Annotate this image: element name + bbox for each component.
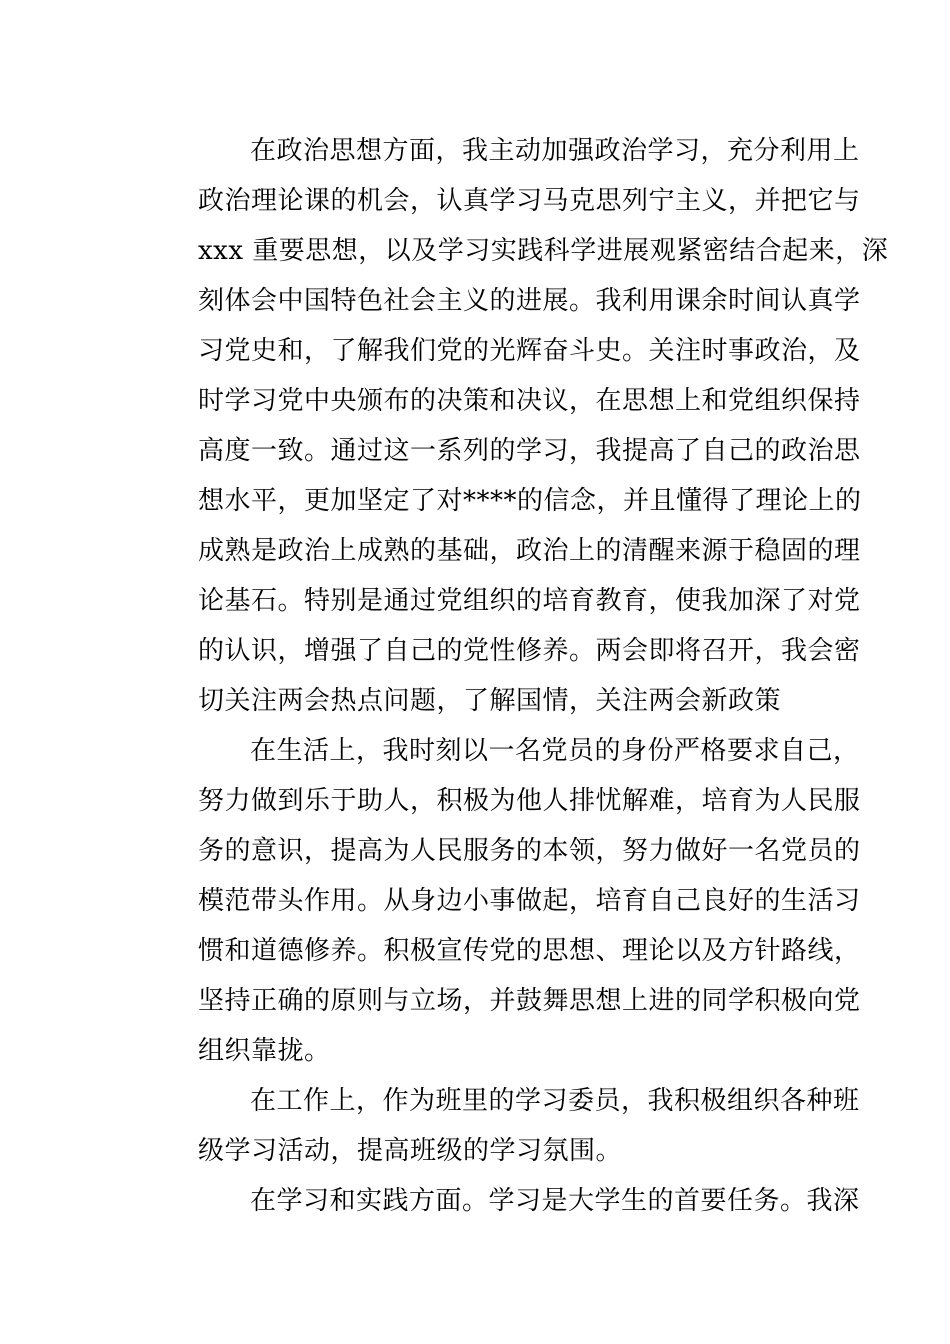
- text-line: xxx 重要思想，以及学习实践科学进展观紧密结合起来，深: [198, 236, 889, 266]
- text-line: 习党史和，了解我们党的光辉奋斗史。关注时事政治，及: [198, 336, 861, 366]
- text-line: 的认识，增强了自己的党性修养。两会即将召开，我会密: [198, 636, 861, 666]
- text-line: 模范带头作用。从身边小事做起，培育自己良好的生活习: [198, 886, 861, 916]
- text-line: 努力做到乐于助人，积极为他人排忧解难，培育为人民服: [198, 786, 861, 816]
- text-line: 级学习活动，提高班级的学习氛围。: [198, 1136, 623, 1166]
- paragraph-work: [146, 1076, 860, 1176]
- text-line: 高度一致。通过这一系列的学习，我提高了自己的政治思: [198, 436, 861, 466]
- text-line: 在工作上，作为班里的学习委员，我积极组织各种班: [250, 1086, 860, 1116]
- text-line: 切关注两会热点问题，了解国情，关注两会新政策: [198, 686, 782, 716]
- text-line: 刻体会中国特色社会主义的进展。我利用课余时间认真学: [198, 286, 861, 316]
- text-line: 在生活上，我时刻以一名党员的身份严格要求自己，: [250, 736, 860, 766]
- text-line: 成熟是政治上成熟的基础，政治上的清醒来源于稳固的理: [198, 536, 861, 566]
- document-body: [146, 126, 889, 1226]
- text-line: 惯和道德修养。积极宣传党的思想、理论以及方针路线，: [198, 936, 861, 966]
- paragraph-political-thought: [146, 126, 889, 726]
- text-line: 组织靠拢。: [198, 1036, 331, 1066]
- paragraph-study-practice: [146, 1176, 860, 1226]
- paragraph-daily-life: [146, 726, 861, 1076]
- text-line: 时学习党中央颁布的决策和决议，在思想上和党组织保持: [198, 386, 861, 416]
- text-line: 想水平，更加坚定了对****的信念，并且懂得了理论上的: [198, 486, 862, 516]
- text-line: 政治理论课的机会，认真学习马克思列宁主义，并把它与: [198, 186, 861, 216]
- text-line: 务的意识，提高为人民服务的本领，努力做好一名党员的: [198, 836, 861, 866]
- text-line: 坚持正确的原则与立场，并鼓舞思想上进的同学积极向党: [198, 986, 861, 1016]
- text-line: 论基石。特别是通过党组织的培育教育，使我加深了对党: [198, 586, 861, 616]
- text-line: 在学习和实践方面。学习是大学生的首要任务。我深: [250, 1186, 860, 1216]
- text-line: 在政治思想方面，我主动加强政治学习，充分利用上: [250, 136, 860, 166]
